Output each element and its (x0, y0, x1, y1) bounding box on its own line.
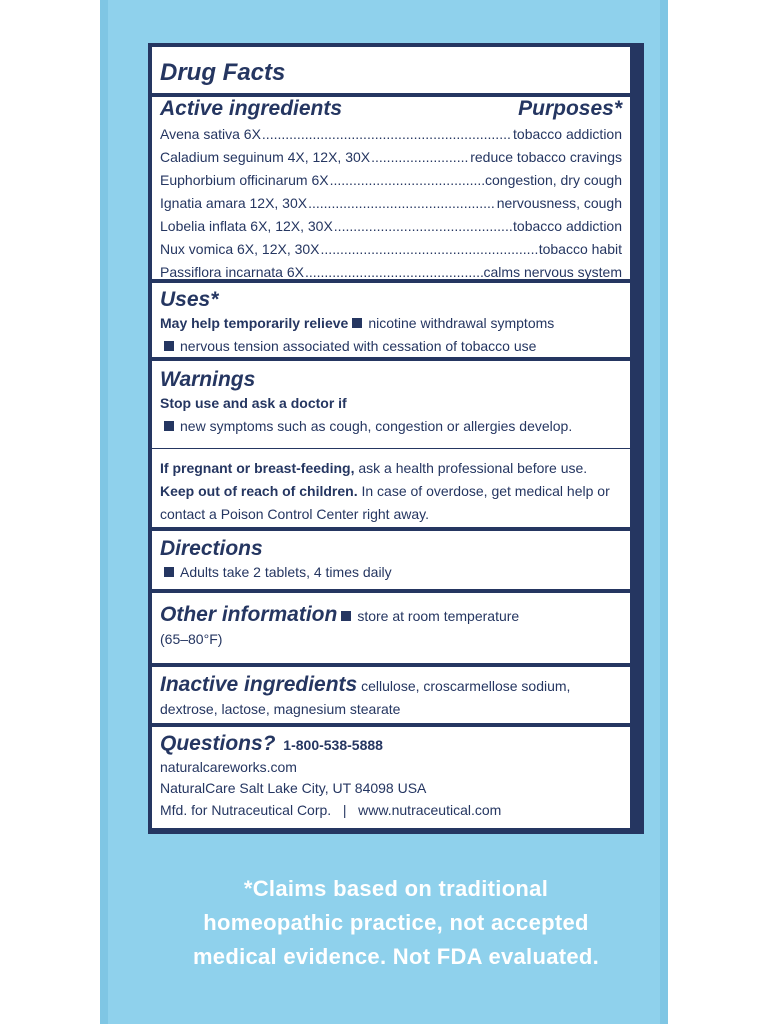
keep-out-line (160, 480, 622, 526)
pregnant-bold: If pregnant or breast-feeding, (160, 460, 355, 476)
warnings-item-1: new symptoms such as cough, congestion or allergies develop. (180, 418, 573, 434)
active-ingredients-section (152, 47, 630, 279)
directions-section (152, 531, 630, 589)
questions-mfd: Mfd. for Nutraceutical Corp. (160, 802, 332, 818)
active-ingredients-heading: Active ingredients (160, 97, 343, 120)
other-information-section (152, 593, 630, 663)
questions-section (152, 727, 630, 828)
purposes-heading: Purposes* (518, 97, 622, 120)
ingredient-name: Avena sativa 6X (160, 126, 261, 142)
questions-heading: Questions? (160, 732, 276, 755)
uses-section (152, 283, 630, 357)
uses-item-2: nervous tension associated with cessation of tobacco use (180, 338, 537, 354)
questions-address: NaturalCare Salt Lake City, UT 84098 USA (160, 780, 427, 796)
ingredient-row (160, 169, 622, 192)
inactive-line-1 (160, 673, 622, 698)
questions-phone: 1-800-538-5888 (283, 737, 383, 753)
inactive-ingredients-heading: Inactive ingredients (160, 673, 358, 696)
other-line-1 (160, 603, 622, 628)
ingredient-purpose: congestion, dry cough (485, 172, 622, 188)
inactive-text-2: dextrose, lactose, magnesium stearate (160, 701, 401, 717)
leader-dots (334, 215, 512, 238)
bullet-square-icon (341, 611, 351, 621)
ingredient-name: Passiflora incarnata 6X (160, 264, 304, 280)
warnings-section (152, 361, 630, 527)
other-text-1: store at room temperature (357, 608, 520, 624)
other-text-2: (65–80°F) (160, 631, 223, 647)
active-ingredients-header (160, 97, 622, 121)
warnings-line-1 (160, 415, 622, 438)
leader-dots (262, 123, 512, 146)
claims-line-2: homeopathic practice, not accepted (203, 910, 589, 935)
ingredient-name: Lobelia inflata 6X, 12X, 30X (160, 218, 333, 234)
ingredient-row (160, 261, 622, 284)
questions-mfd-web: www.nutraceutical.com (358, 802, 502, 818)
pregnant-line (160, 457, 622, 480)
claims-disclaimer (148, 872, 644, 974)
ingredient-name: Ignatia amara 12X, 30X (160, 195, 308, 211)
questions-line-1 (160, 732, 622, 757)
ingredient-row (160, 238, 622, 261)
pregnant-text: ask a health professional before use. (354, 460, 588, 476)
leader-dots (308, 192, 496, 215)
warnings-heading: Warnings (160, 368, 256, 391)
package-right-edge (660, 0, 668, 1024)
ingredient-purpose: nervousness, cough (496, 195, 622, 211)
bullet-square-icon (352, 318, 362, 328)
directions-line-1 (160, 561, 622, 584)
package-left-edge (100, 0, 108, 1024)
ingredient-row (160, 192, 622, 215)
inactive-text-1: cellulose, croscarmellose sodium, (361, 678, 571, 694)
uses-intro: May help temporarily relieve (160, 315, 349, 331)
uses-item-1: nicotine withdrawal symptoms (368, 315, 555, 331)
warnings-divider (152, 448, 630, 449)
leader-dots (330, 169, 484, 192)
questions-mfd-line (160, 799, 622, 821)
ingredient-name: Caladium seguinum 4X, 12X, 30X (160, 149, 371, 165)
ingredient-row (160, 146, 622, 169)
title-divider (152, 93, 630, 97)
ingredient-purpose: tobacco addiction (513, 218, 622, 234)
inactive-ingredients-section (152, 667, 630, 723)
ingredient-purpose: reduce tobacco cravings (470, 149, 622, 165)
leader-dots (371, 146, 469, 169)
keep-out-text: In case of overdose, get medical help or contact a Poison Control Center right away. (160, 483, 610, 522)
ingredient-list (160, 123, 622, 284)
drug-facts-title: Drug Facts (160, 59, 286, 86)
ingredient-name: Euphorbium officinarum 6X (160, 172, 329, 188)
ingredient-name: Nux vomica 6X, 12X, 30X (160, 241, 320, 257)
keep-out-bold: Keep out of reach of children. (160, 483, 358, 499)
claims-line-1: *Claims based on traditional (243, 876, 549, 901)
ingredient-purpose: calms nervous system (483, 264, 622, 280)
drug-facts-panel (148, 43, 644, 834)
uses-line-1 (160, 312, 622, 335)
bullet-square-icon (164, 421, 174, 431)
other-information-heading: Other information (160, 603, 338, 626)
ingredient-purpose: tobacco habit (538, 241, 622, 257)
stop-use-label: Stop use and ask a doctor if (160, 395, 347, 411)
questions-website: naturalcareworks.com (160, 759, 297, 775)
claims-line-3: medical evidence. Not FDA evaluated. (192, 944, 600, 969)
questions-separator: | (342, 802, 347, 818)
uses-heading: Uses* (160, 288, 219, 311)
uses-line-2 (160, 335, 622, 358)
leader-dots (305, 261, 483, 284)
directions-item-1: Adults take 2 tablets, 4 times daily (180, 564, 392, 580)
ingredient-row (160, 215, 622, 238)
bullet-square-icon (164, 567, 174, 577)
ingredient-purpose: tobacco addiction (513, 126, 622, 142)
ingredient-row (160, 123, 622, 146)
leader-dots (321, 238, 538, 261)
bullet-square-icon (164, 341, 174, 351)
directions-heading: Directions (160, 537, 263, 560)
